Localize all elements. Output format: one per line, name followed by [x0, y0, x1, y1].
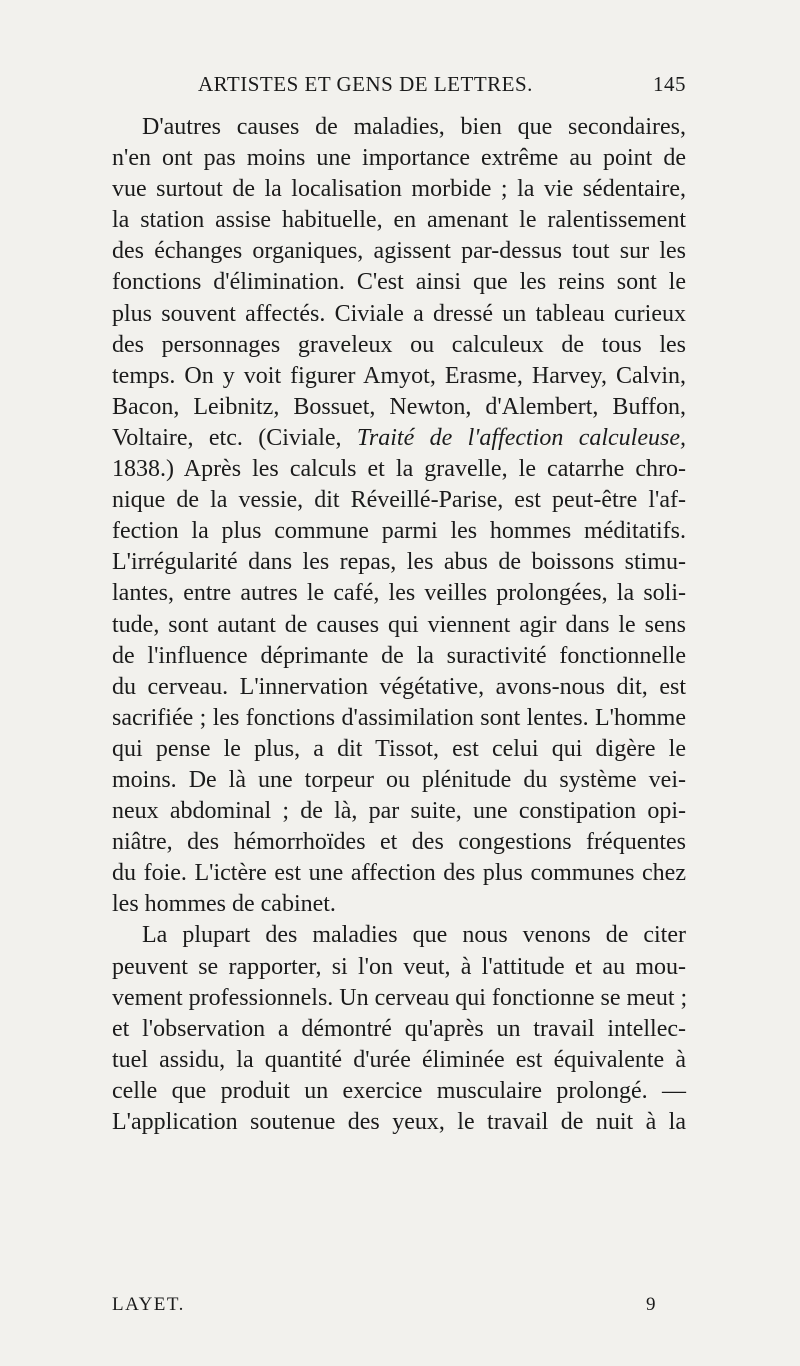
citation-title: Traité de l'affection calculeuse, [356, 424, 686, 451]
text-line: et l'observation a démontré qu'après un travail intellec- [112, 1015, 686, 1042]
text-line: du cerveau. L'innervation végétative, avons-nous dit, est [112, 673, 686, 700]
text-line: peuvent se rapporter, si l'on veut, à l'attitude et au mou- [112, 953, 686, 980]
text-line: plus souvent affectés. Civiale a dressé un tableau curieux [112, 300, 686, 327]
text-span: Voltaire, etc. (Civiale, [112, 424, 357, 451]
footer-signature: LAYET. [112, 1294, 185, 1315]
running-title: ARTISTES ET GENS DE LETTRES. [198, 72, 533, 96]
text-line: 1838.) Après les calculs et la gravelle, le catarrhe chro- [112, 456, 686, 483]
text-line: sacrifiée ; les fonctions d'assimilation sont lentes. L'homme [112, 704, 686, 731]
text-line: vement professionnels. Un cerveau qui fonctionne se meut ; [112, 984, 688, 1011]
sheet-number: 9 [646, 1294, 657, 1315]
text-line: tuel assidu, la quantité d'urée éliminée est équivalente à [112, 1046, 686, 1073]
text-line: des personnages graveleux ou calculeux de tous les [112, 331, 686, 358]
text-line: D'autres causes de maladies, bien que secondaires, [142, 114, 686, 140]
text-line: vue surtout de la localisation morbide ; la vie sédentaire, [112, 176, 686, 203]
page-number: 145 [653, 72, 686, 96]
text-line: qui pense le plus, a dit Tissot, est celui qui digère le [112, 735, 686, 762]
running-head [0, 72, 800, 102]
body-text [112, 112, 686, 1138]
text-line: tude, sont autant de causes qui viennent agir dans le sens [112, 611, 686, 638]
text-line: L'irrégularité dans les repas, les abus de boissons stimu- [112, 549, 686, 576]
text-line: neux abdominal ; de là, par suite, une constipation opi- [112, 798, 686, 825]
text-line: temps. On y voit figurer Amyot, Erasme, Harvey, Calvin, [112, 362, 686, 389]
text-line: du foie. L'ictère est une affection des plus communes chez [112, 860, 686, 887]
text-line: Bacon, Leibnitz, Bossuet, Newton, d'Alembert, Buffon, [112, 393, 686, 420]
text-line: lantes, entre autres le café, les veilles prolongées, la soli- [112, 580, 686, 607]
page-footer [112, 1294, 686, 1324]
text-line: les hommes de cabinet. [112, 891, 336, 918]
text-line: nique de la vessie, dit Réveillé-Parise, est peut-être l'af- [112, 487, 686, 514]
text-line: de l'influence déprimante de la suractivité fonctionnelle [112, 642, 686, 669]
text-line: moins. De là une torpeur ou plénitude du système vei- [112, 766, 686, 793]
text-line: la station assise habituelle, en amenant le ralentissement [112, 207, 686, 234]
text-line: La plupart des maladies que nous venons de citer [142, 922, 686, 949]
text-line: des échanges organiques, agissent par-dessus tout sur les [112, 238, 686, 265]
text-line: niâtre, des hémorrhoïdes et des congestions fréquentes [112, 829, 686, 856]
text-line-with-citation [112, 423, 686, 454]
text-line: fection la plus commune parmi les hommes méditatifs. [112, 518, 686, 545]
text-line: n'en ont pas moins une importance extrême au point de [112, 145, 686, 172]
text-line: L'application soutenue des yeux, le travail de nuit à la [112, 1109, 686, 1135]
text-line: celle que produit un exercice musculaire prolongé. — [112, 1077, 686, 1104]
text-line: fonctions d'élimination. C'est ainsi que les reins sont le [112, 269, 686, 296]
